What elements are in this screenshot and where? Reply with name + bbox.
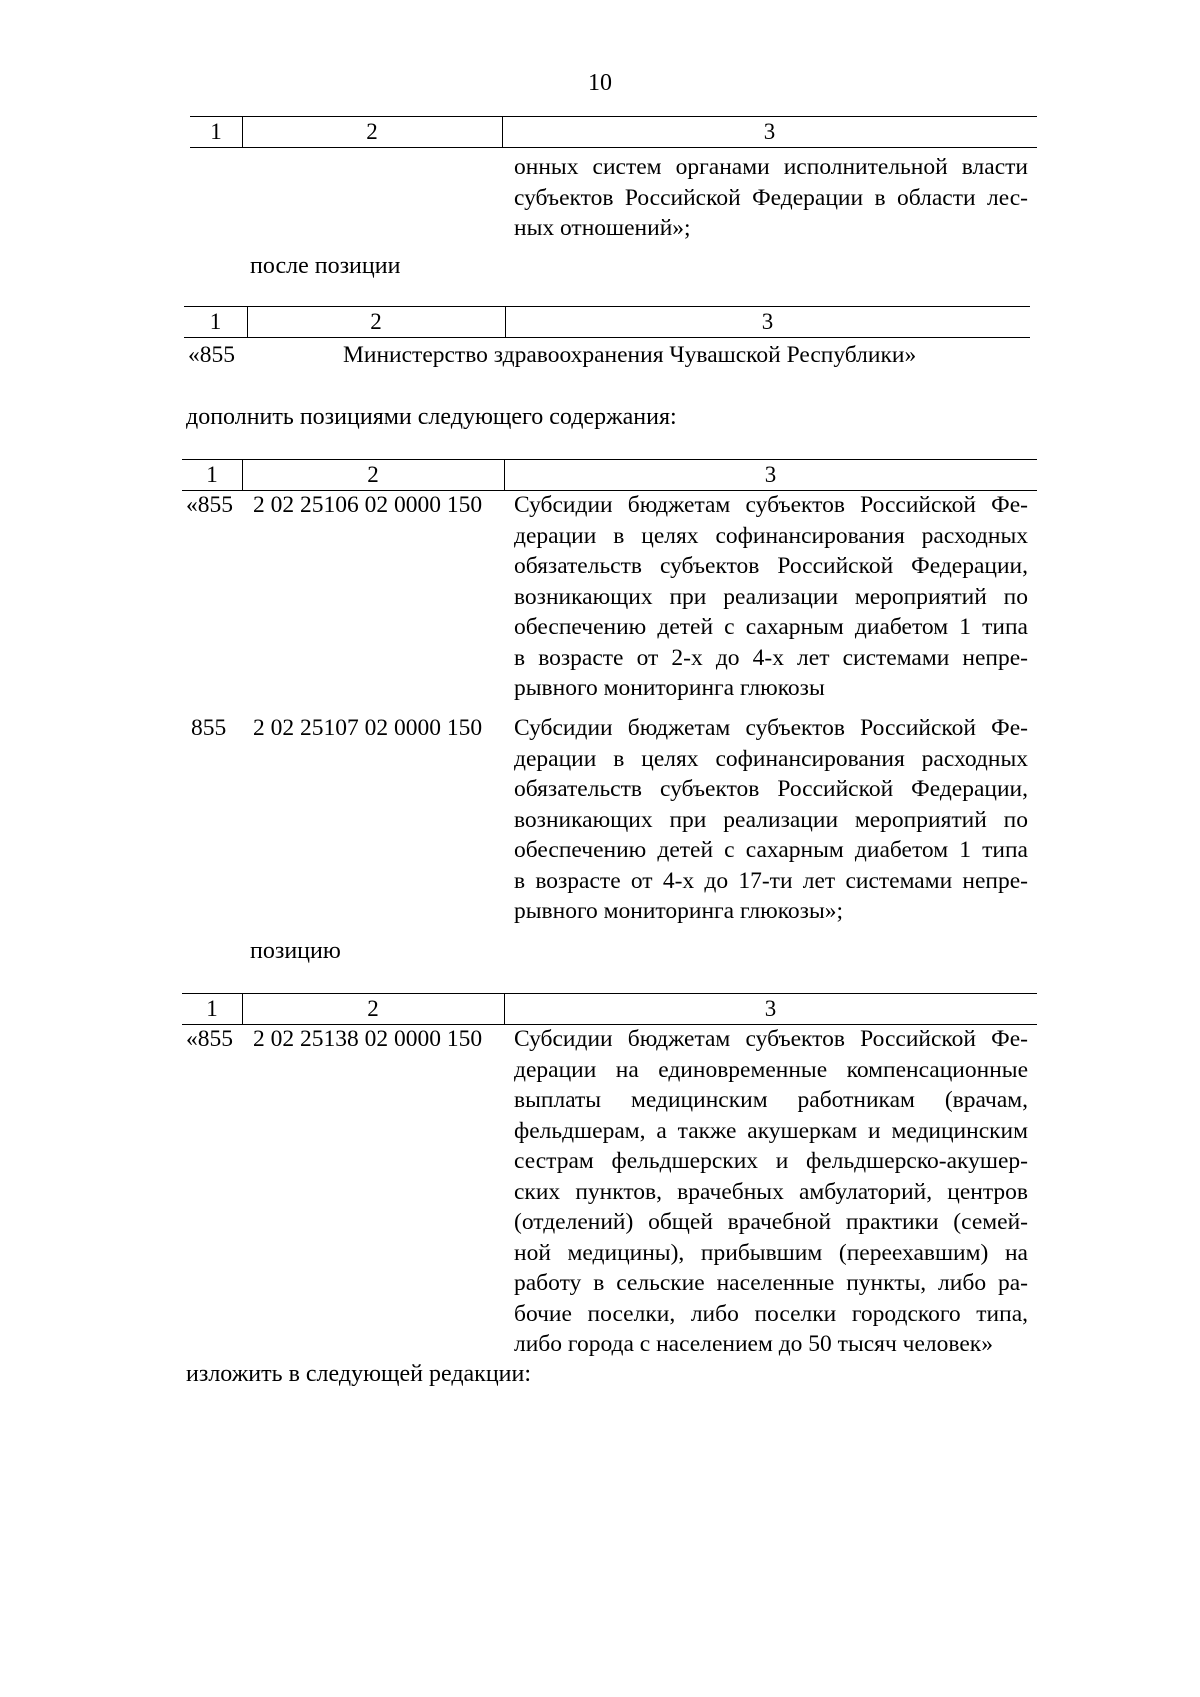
header-col-3: 3 [764, 462, 777, 487]
header-col-2: 2 [367, 996, 379, 1021]
text-line: дерации на единовременные компенсационные [514, 1056, 1028, 1083]
text-line: бочие поселки, либо поселки городского типа, [514, 1300, 1028, 1327]
ministry-name: Министерство здравоохранения Чувашской Республики» [343, 342, 917, 368]
page-number: 10 [588, 70, 612, 96]
text-line: Субсидии бюджетам субъектов Российской Фе- [514, 715, 1028, 741]
paragraph-supplement: дополнить позициями следующего содержания: [186, 404, 677, 430]
budget-code-cell: 2 02 25107 02 0000 150 [253, 715, 483, 741]
header-col-2: 2 [367, 462, 379, 487]
code-cell: «855 [188, 342, 235, 368]
text-line: ских пунктов, врачебных амбулаторий, центров [514, 1178, 1028, 1205]
table-header-4 [182, 993, 1037, 1025]
header-col-2: 2 [370, 309, 382, 334]
text-line: ных отношений»; [514, 215, 691, 241]
code-cell: 855 [191, 715, 227, 741]
text-line: фельдшерам, а также акушеркам и медицинским [514, 1117, 1028, 1144]
header-col-1: 1 [206, 462, 218, 487]
text-line: сестрам фельдшерских и фельдшерско-акушер- [514, 1148, 1028, 1174]
table-header-2 [184, 306, 1030, 338]
paragraph-position: позицию [250, 938, 341, 964]
table-header-3 [182, 459, 1037, 491]
text-line: Субсидии бюджетам субъектов Российской Фе- [514, 1026, 1028, 1052]
header-col-3: 3 [761, 309, 774, 334]
code-cell: «855 [186, 1026, 233, 1052]
description-cell [514, 490, 1028, 704]
code-cell: «855 [186, 492, 233, 518]
text-line: в возрасте от 4-х до 17-ти лет системами непре- [514, 867, 1028, 894]
text-line: рывного мониторинга глюкозы [514, 675, 825, 701]
text-line: выплаты медицинским работникам (врачам, [514, 1087, 1028, 1113]
text-line: в возрасте от 2-х до 4-х лет системами непре- [514, 644, 1028, 671]
header-col-1: 1 [210, 119, 222, 144]
budget-code-cell: 2 02 25138 02 0000 150 [253, 1026, 483, 1052]
text-line: либо города с населением до 50 тысяч человек» [514, 1331, 993, 1357]
header-col-3: 3 [764, 996, 777, 1021]
text-line: работу в сельские населенные пункты, либо ра- [514, 1270, 1028, 1296]
budget-code-cell: 2 02 25106 02 0000 150 [253, 492, 483, 518]
text-line: (отделений) общей врачебной практики (семей- [514, 1209, 1028, 1235]
header-col-1: 1 [209, 309, 222, 334]
paragraph-state: изложить в следующей редакции: [186, 1361, 532, 1387]
table-header-1 [190, 116, 1037, 148]
text-line: рывного мониторинга глюкозы»; [514, 898, 844, 924]
text-line: Субсидии бюджетам субъектов Российской Фе- [514, 492, 1028, 518]
text-line: обязательств субъектов Российской Федерации, [514, 553, 1028, 579]
text-line: дерации в целях софинансирования расходных [514, 522, 1028, 549]
header-col-2: 2 [366, 119, 378, 144]
text-line: обеспечению детей с сахарным диабетом 1 типа [514, 837, 1028, 863]
description-cell [514, 152, 1028, 244]
text-line: дерации в целях софинансирования расходных [514, 745, 1028, 772]
text-line: возникающих при реализации мероприятий по [514, 806, 1028, 833]
header-col-1: 1 [206, 996, 218, 1021]
text-line: возникающих при реализации мероприятий по [514, 583, 1028, 610]
header-col-3: 3 [763, 119, 776, 144]
description-cell [514, 1024, 1028, 1360]
text-line: ной медицины), прибывшим (переехавшим) на [514, 1239, 1028, 1266]
text-line: субъектов Российской Федерации в области лес- [514, 184, 1028, 211]
text-line: обеспечению детей с сахарным диабетом 1 типа [514, 614, 1028, 640]
paragraph-after-position: после позиции [250, 253, 401, 279]
text-line: обязательств субъектов Российской Федерации, [514, 776, 1028, 802]
description-cell [514, 713, 1028, 927]
text-line: онных систем органами исполнительной власти [514, 154, 1028, 180]
